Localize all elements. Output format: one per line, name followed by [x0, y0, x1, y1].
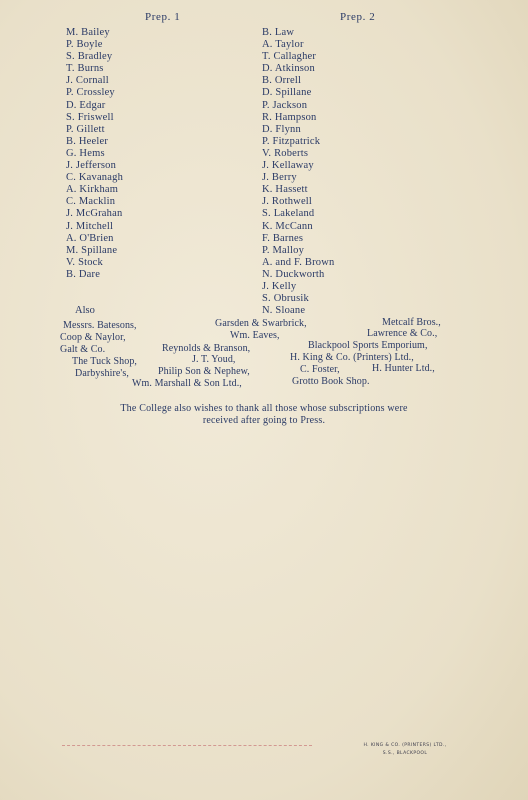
name-entry: B. Heeler — [66, 135, 109, 147]
sponsor-name: Metcalf Bros., — [382, 317, 441, 328]
name-entry: J. Cornall — [66, 75, 109, 87]
name-entry: K. McCann — [262, 220, 313, 232]
name-entry: J. Kellaway — [262, 160, 314, 172]
name-entry: J. Rothwell — [262, 196, 313, 208]
name-entry: V. Roberts — [262, 147, 309, 159]
sponsor-name: Philip Son & Nephew, — [158, 366, 250, 377]
sponsor-name: Blackpool Sports Emporium, — [308, 340, 428, 351]
sponsor-name: Coop & Naylor, — [60, 332, 126, 343]
name-entry: P. Gillett — [66, 123, 105, 135]
also-heading: Also — [75, 305, 95, 316]
name-entry: K. Hassett — [262, 184, 308, 196]
name-entry: P. Boyle — [66, 39, 103, 51]
sponsor-name: Messrs. Batesons, — [63, 320, 137, 331]
name-entry: M. Bailey — [66, 27, 110, 38]
name-entry: J. McGrahan — [66, 208, 123, 220]
sponsor-name: Lawrence & Co., — [367, 328, 438, 339]
name-entry: F. Barnes — [262, 232, 304, 244]
sponsor-name: Garsden & Swarbrick, — [215, 318, 307, 329]
name-entry: D. Atkinson — [262, 63, 315, 75]
name-entry: N. Duckworth — [262, 268, 325, 280]
name-entry: B. Dare — [66, 268, 101, 280]
thanks-line: The College also wishes to thank all those whose subscriptions were — [120, 403, 408, 414]
sponsor-name: Grotto Book Shop. — [292, 376, 370, 387]
sponsor-name: C. Foster, — [300, 364, 340, 375]
name-entry: A. and F. Brown — [262, 256, 335, 268]
sponsor-name: Reynolds & Branson, — [162, 343, 251, 354]
name-entry: T. Burns — [66, 63, 104, 75]
thanks-line: received after going to Press. — [202, 415, 326, 426]
name-entry: J. Jefferson — [66, 160, 117, 172]
sponsor-name: The Tuck Shop, — [72, 356, 138, 367]
dashed-rule — [62, 745, 312, 746]
name-entry: A. O'Brien — [66, 232, 114, 244]
name-entry: D. Spillane — [262, 87, 312, 99]
name-entry: B. Law — [262, 27, 295, 38]
name-entry: S. Friswell — [66, 111, 114, 123]
sponsor-name: H. Hunter Ltd., — [372, 363, 435, 374]
name-entry: R. Hampson — [262, 111, 317, 123]
thanks-note — [55, 403, 473, 427]
imprint-line: H. KING & CO. (PRINTERS) LTD., — [363, 743, 447, 748]
name-entry: S. Lakeland — [262, 208, 315, 220]
name-entry: D. Edgar — [66, 99, 106, 111]
name-entry: D. Flynn — [262, 123, 301, 135]
name-entry: J. Berry — [262, 172, 297, 184]
prep2-heading: Prep. 2 — [340, 11, 376, 23]
sponsor-name: Wm. Eaves, — [230, 330, 280, 341]
name-entry: S. Bradley — [66, 51, 113, 63]
name-entry: S. Obrusik — [262, 293, 309, 305]
name-entry: T. Callagher — [262, 51, 317, 63]
prep2-name-list — [262, 27, 334, 317]
name-entry: N. Sloane — [262, 305, 306, 317]
printer-imprint — [330, 742, 480, 758]
name-entry: A. Kirkham — [66, 184, 119, 196]
sponsor-name: Darbyshire's, — [75, 368, 129, 379]
sponsor-name: J. T. Youd, — [192, 354, 236, 365]
name-entry: J. Kelly — [262, 280, 297, 292]
name-entry: G. Hems — [66, 147, 105, 159]
sponsor-name: Galt & Co. — [60, 344, 106, 355]
name-entry: B. Orrell — [262, 75, 302, 87]
prep1-heading: Prep. 1 — [145, 11, 181, 23]
name-entry: P. Malloy — [262, 244, 305, 256]
name-entry: J. Mitchell — [66, 220, 114, 232]
name-entry: C. Macklin — [66, 196, 116, 208]
name-entry: P. Fitzpatrick — [262, 135, 321, 147]
name-entry: C. Kavanagh — [66, 172, 124, 184]
name-entry: P. Jackson — [262, 99, 308, 111]
name-entry: A. Taylor — [262, 39, 304, 51]
name-entry: M. Spillane — [66, 244, 118, 256]
sponsor-name: H. King & Co. (Printers) Ltd., — [290, 352, 414, 363]
name-entry: V. Stock — [66, 256, 103, 268]
imprint-line: S.S., BLACKPOOL — [382, 751, 428, 756]
name-entry: P. Crossley — [66, 87, 115, 99]
sponsor-name: Wm. Marshall & Son Ltd., — [132, 378, 242, 389]
prep1-name-list — [66, 27, 123, 281]
